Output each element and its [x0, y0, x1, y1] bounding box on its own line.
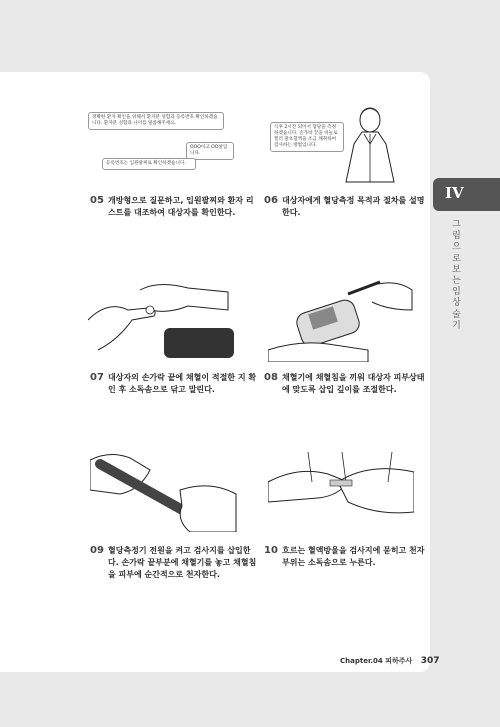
step-text: 혈당측정기 전원을 켜고 검사지를 삽입한다. 손가락 끝부분에 채혈기를 놓고 채혈침을 피부에 순간적으로 천자한다. [108, 546, 257, 579]
step-number: 08 [264, 372, 278, 383]
speech-bubble-patient-answer: OOO이고 OO살입니다. [186, 142, 234, 160]
section-title: 그림으로 보는 임상술기 [452, 220, 462, 331]
section-number: IV [445, 184, 464, 202]
step-number: 05 [90, 195, 104, 206]
speech-bubble-explanation: 식후 2시간 되어서 혈당을 측정하겠습니다. 손가락 끝을 바늘로 찔러 말초혈액을 조금 채취하여 검사하는 방법입니다. [270, 122, 344, 152]
step-text: 개방형으로 질문하고, 입원팔찌와 환자 리스트를 대조하여 대상자를 확인한다. [108, 196, 254, 217]
step-text: 흐르는 혈액방울을 검사지에 묻히고 천자부위는 소독솜으로 누른다. [282, 546, 425, 567]
step-number: 10 [264, 545, 278, 556]
page-number: 307 [420, 656, 440, 666]
step-text: 채혈기에 채혈침을 끼워 대상자 피부상태에 맞도록 삽입 깊이를 조절한다. [282, 373, 425, 394]
section-tab [433, 178, 500, 211]
glucometer-illustration [268, 280, 414, 362]
step-text: 대상자에게 혈당측정 목적과 절차를 설명한다. [282, 196, 425, 217]
speech-bubble-nurse-question: 정확한 환자 확인을 위해서 환자분 성함과 등록번호 확인하겠습니다. 환자분 성함과 나이를 말씀해주세요. [88, 112, 224, 130]
nurse-illustration [340, 104, 400, 186]
step-text: 대상자의 손가락 끝에 채혈이 적절한 지 확인 후 소독솜으로 닦고 말린다. [108, 373, 257, 394]
speech-bubble-register-check: 등록번호는 입원팔찌로 확인하겠습니다. [102, 158, 196, 170]
step-number: 07 [90, 372, 104, 383]
lancet-puncture-illustration [90, 450, 238, 532]
step-number: 09 [90, 545, 104, 556]
page-footer [340, 656, 440, 666]
blood-sample-illustration [268, 452, 414, 532]
step-number: 06 [264, 195, 278, 206]
chapter-label: Chapter.04 피하주사 [340, 657, 413, 665]
hand-disinfection-illustration [88, 280, 236, 360]
